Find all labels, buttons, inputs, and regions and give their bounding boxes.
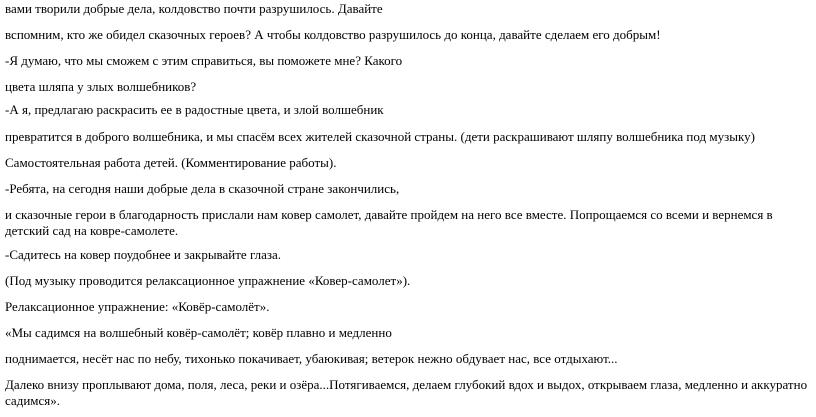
paragraph-5: -А я, предлагаю раскрасить ее в радостные цвета, и злой волшебник (5, 102, 384, 117)
paragraph-8: -Ребята, на сегодня наши добрые дела в сказочной стране закончились, (5, 181, 400, 196)
paragraph-11: (Под музыку проводится релаксационное упражнение «Ковер-самолет»). (5, 273, 411, 288)
paragraph-4: цвета шляпа у злых волшебников? (5, 79, 197, 94)
paragraph-6: превратится в доброго волшебника, и мы спасём всех жителей сказочной страны. (дети раскрашивают шляпу волшебника под музыку) (5, 129, 755, 144)
paragraph-10: -Садитесь на ковер поудобнее и закрывайте глаза. (5, 247, 282, 262)
paragraph-7: Самостоятельная работа детей. (Комментирование работы). (5, 155, 337, 170)
paragraph-13: «Мы садимся на волшебный ковёр-самолёт; ковёр плавно и медленно (5, 325, 392, 340)
paragraph-1: вами творили добрые дела, колдовство почти разрушилось. Давайте (5, 1, 383, 16)
paragraph-9: и сказочные герои в благодарность прислали нам ковер самолет, давайте пройдем на него все вместе. Попрощаемся со всеми и вернемся в детский сад на ковре-самолете. (5, 207, 773, 238)
paragraph-12: Релаксационное упражнение: «Ковёр-самолёт». (5, 299, 270, 314)
paragraph-14: поднимается, несёт нас по небу, тихонько покачивает, убаюкивая; ветерок нежно обдувает нас, все отдыхают... (5, 351, 618, 366)
paragraph-15: Далеко внизу проплывают дома, поля, леса, реки и озёра...Потягиваемся, делаем глубокий вдох и выдох, открываем глаза, медленно и аккуратно садимся». (5, 377, 808, 408)
paragraph-3: -Я думаю, что мы сможем с этим справиться, вы поможете мне? Какого (5, 53, 403, 68)
paragraph-2: вспомним, кто же обидел сказочных героев? А чтобы колдовство разрушилось до конца, давайте сделаем его добрым! (5, 27, 661, 42)
